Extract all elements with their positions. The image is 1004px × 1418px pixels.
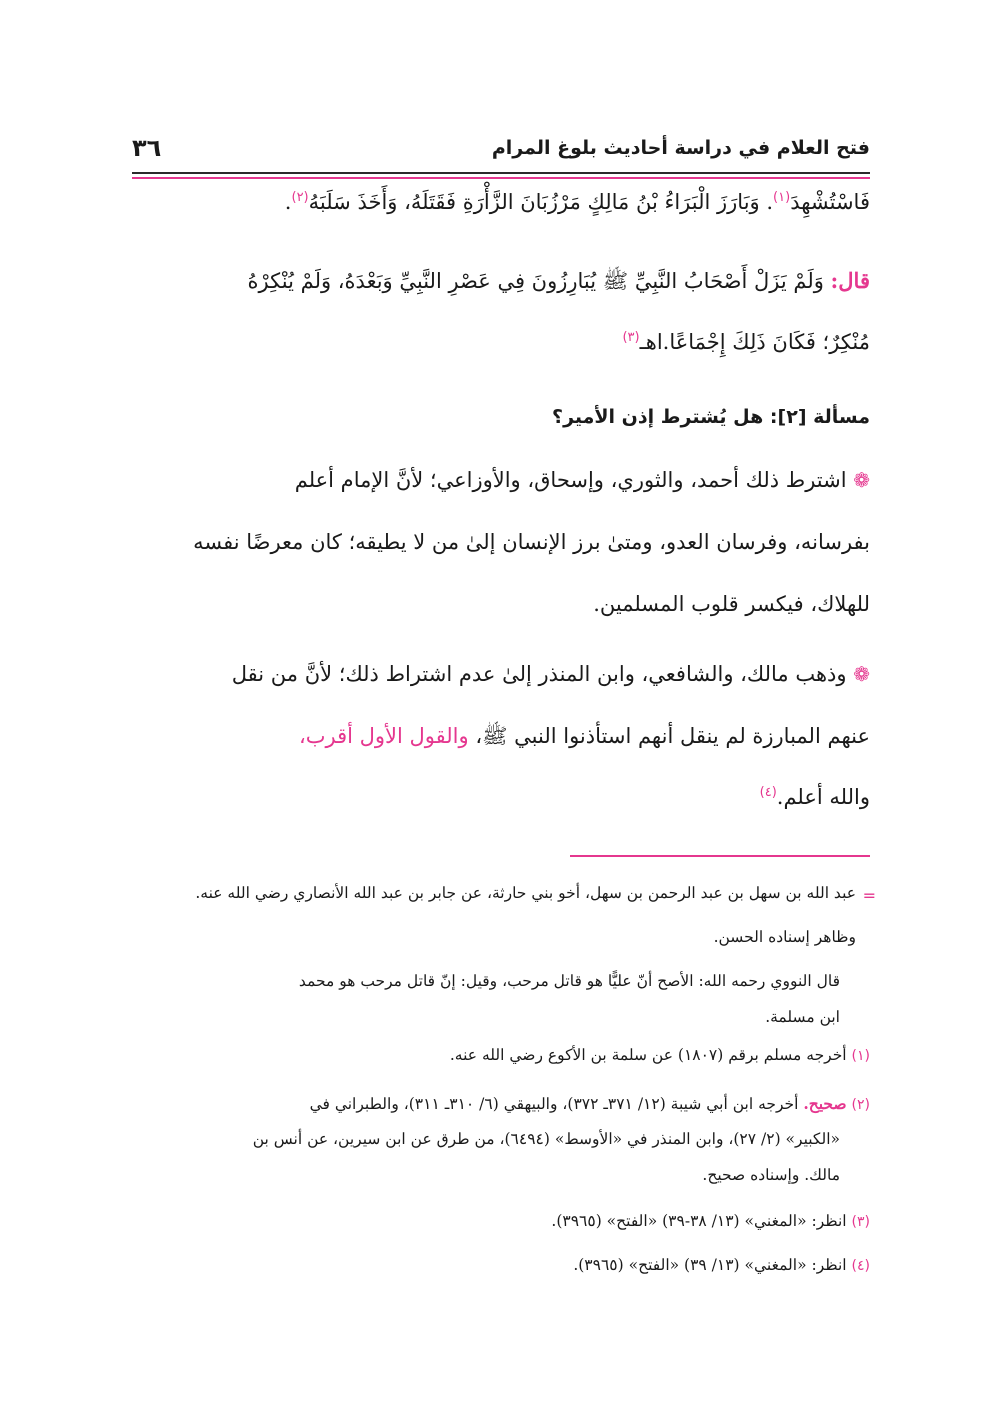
issue-title: مسألة [٢]: هل يُشترط إذن الأمير؟ bbox=[552, 406, 870, 428]
footnote-ref-2[interactable]: (٢) bbox=[291, 190, 309, 205]
footnote-2-line-1 bbox=[132, 1094, 870, 1120]
hadith-line bbox=[132, 190, 870, 228]
footnote-text: وظاهر إسناده الحسن. bbox=[713, 928, 856, 946]
footnote-number-2[interactable]: (٢) bbox=[851, 1097, 870, 1113]
footnote-text: أخرجه ابن أبي شيبة (١٢/ ٣٧١ـ ٣٧٢)، والبيهقي (٦/ ٣١٠ـ ٣١١)، والطبراني في bbox=[309, 1095, 799, 1113]
footnote-number-1[interactable]: (١) bbox=[851, 1048, 870, 1064]
qal-line-2 bbox=[132, 330, 870, 368]
para-text: والله أعلم. bbox=[776, 785, 870, 809]
footnote-number-3[interactable]: (٣) bbox=[851, 1214, 870, 1230]
footnote-text: قال النووي رحمه الله: الأصح أنّ عليًّا هو قاتل مرحب، وقيل: إنّ قاتل مرحب هو محمد bbox=[298, 972, 840, 990]
preferred-opinion: والقول الأول أقرب، bbox=[298, 724, 469, 748]
hadith-text: . وَبَارَزَ الْبَرَاءُ بْنُ مَالِكٍ مَرْزُبَانَ الزَّأْرَةِ فَقَتَلَهُ، وَأَخَذَ سَلَبَهُ bbox=[308, 190, 774, 214]
footnote-continuation-line-1 bbox=[132, 884, 876, 910]
para1-line-1 bbox=[132, 470, 870, 510]
hadith-text: فَاسْتُشْهِدَ bbox=[790, 190, 870, 214]
running-title: فتح العلام في دراسة أحاديث بلوغ المرام bbox=[491, 137, 870, 159]
footnote-4 bbox=[132, 1256, 870, 1282]
para2-line-1 bbox=[132, 664, 870, 704]
footnote-number-4[interactable]: (٤) bbox=[851, 1258, 870, 1274]
para-text: اشترط ذلك أحمد، والثوري، وإسحاق، والأوزاعي؛ لأنَّ الإمام أعلم bbox=[294, 468, 847, 492]
footnote-ref-1[interactable]: (١) bbox=[773, 190, 791, 205]
para2-line-3 bbox=[132, 786, 870, 826]
footnote-text: أخرجه مسلم برقم (١٨٠٧) عن سلمة بن الأكوع رضي الله عنه. bbox=[449, 1046, 847, 1064]
footnote-separator bbox=[570, 855, 870, 857]
para-text: للهلاك، فيكسر قلوب المسلمين. bbox=[593, 592, 870, 616]
book-page bbox=[132, 0, 876, 1418]
footnote-ref-3[interactable]: (٣) bbox=[622, 330, 640, 345]
grade-label: صحيح. bbox=[803, 1094, 847, 1113]
qal-line-1 bbox=[132, 268, 870, 306]
footnote-text: انظر: «المغني» (١٣/ ٣٨-٣٩) «الفتح» (٣٩٦٥). bbox=[551, 1212, 847, 1230]
footnote-text: مالك. وإسناده صحيح. bbox=[702, 1166, 840, 1184]
flower-bullet-icon: ❁ bbox=[853, 468, 870, 492]
page-number: ٣٦ bbox=[132, 134, 162, 162]
footnote-2-line-3 bbox=[132, 1166, 870, 1192]
footnote-text: «الكبير» (٢/ ٢٧)، وابن المنذر في «الأوسط» (٦٤٩٤)، من طرق عن ابن سيرين، عن أنس بن bbox=[252, 1130, 840, 1148]
header-rule-accent bbox=[132, 177, 870, 179]
footnote-nawawi-line-1 bbox=[132, 972, 870, 998]
para1-line-2 bbox=[132, 532, 870, 572]
issue-heading bbox=[132, 406, 870, 440]
flower-bullet-icon: ❁ bbox=[853, 662, 870, 686]
footnote-2-line-2 bbox=[132, 1130, 870, 1156]
qal-text: وَلَمْ يَزَلْ أَصْحَابُ النَّبِيِّ ﷺ يُبَارِزُونَ فِي عَصْرِ النَّبِيِّ وَبَعْدَهُ، وَلَمْ يُنْكِرْهُ bbox=[247, 269, 824, 293]
para-text: بفرسانه، وفرسان العدو، ومتىٰ برز الإنسان إلىٰ من لا يطيقه؛ كان معرضًا نفسه bbox=[193, 530, 870, 554]
header-rule-dark bbox=[132, 172, 870, 174]
para2-line-2 bbox=[132, 726, 870, 766]
para-text: وذهب مالك، والشافعي، وابن المنذر إلىٰ عدم اشتراط ذلك؛ لأنَّ من نقل bbox=[231, 662, 847, 686]
footnote-nawawi-line-2 bbox=[132, 1008, 870, 1034]
footnote-1 bbox=[132, 1046, 870, 1072]
continuation-mark: = bbox=[862, 886, 876, 905]
footnote-text: عبد الله بن سهل بن عبد الرحمن بن سهل، أخو بني حارثة، عن جابر بن عبد الله الأنصاري رضي الله عنه. bbox=[195, 884, 856, 902]
page-header bbox=[132, 128, 870, 168]
para-text: عنهم المبارزة لم ينقل أنهم استأذنوا النبي ﷺ، bbox=[475, 724, 870, 748]
footnote-continuation-line-2 bbox=[132, 928, 870, 954]
footnote-ref-4[interactable]: (٤) bbox=[759, 785, 777, 800]
para1-line-3 bbox=[132, 594, 870, 634]
hadith-text: . bbox=[284, 190, 292, 214]
footnote-3 bbox=[132, 1212, 870, 1238]
footnote-text: انظر: «المغني» (١٣/ ٣٩) «الفتح» (٣٩٦٥). bbox=[573, 1256, 847, 1274]
qal-label: قال: bbox=[830, 268, 870, 293]
footnote-text: ابن مسلمة. bbox=[765, 1008, 840, 1026]
qal-text: مُنْكِرٌ؛ فَكَانَ ذَلِكَ إِجْمَاعًا.اهـ bbox=[639, 330, 870, 354]
